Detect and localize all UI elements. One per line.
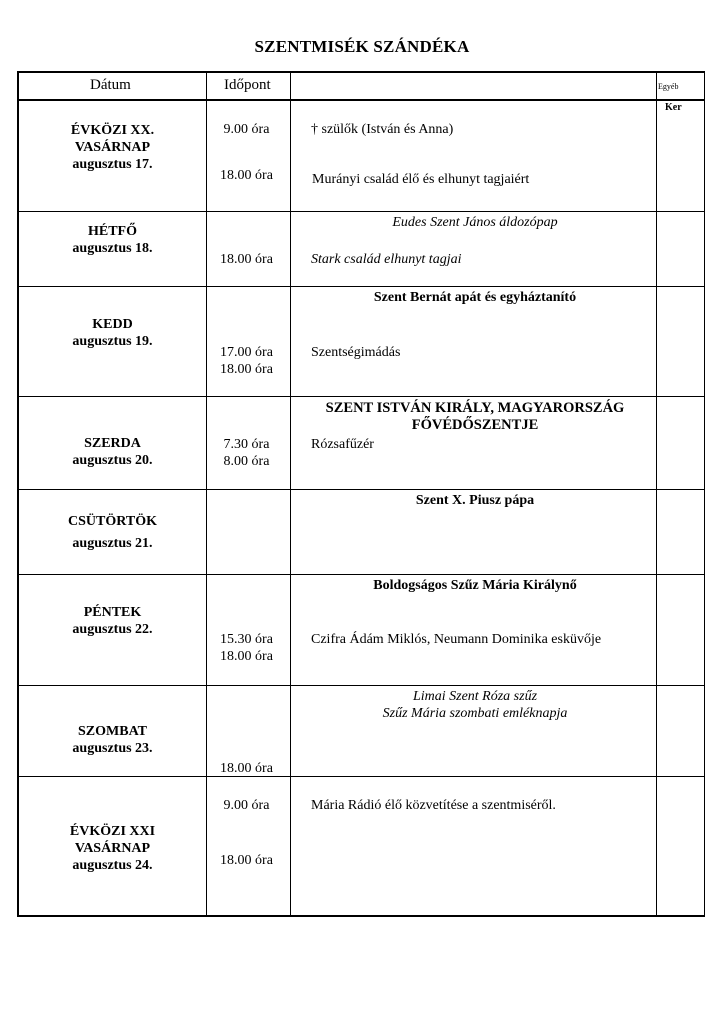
day-cell xyxy=(19,316,206,350)
day-name: KEDD xyxy=(92,317,133,332)
table-row xyxy=(19,287,704,397)
day-name: ÉVKÖZI XXI xyxy=(69,824,156,839)
day-name: SZOMBAT xyxy=(78,724,147,739)
day-cell xyxy=(19,223,206,257)
day-name: CSÜTÖRTÖK xyxy=(68,514,157,529)
day-date: augusztus 24. xyxy=(72,858,153,873)
intention-text: Murányi család élő és elhunyt tagjaiért xyxy=(312,172,530,187)
day-name: PÉNTEK xyxy=(83,605,142,620)
day-name: VASÁRNAP xyxy=(74,140,151,155)
time-cell: 9.00 óra xyxy=(223,122,270,137)
feast-line: FŐVÉDŐSZENTJE xyxy=(411,417,539,433)
feast-title: Szent Bernát apát és egyháztanító xyxy=(373,290,577,305)
feast-line: Szűz Mária szombati emléknapja xyxy=(382,706,568,721)
table-row xyxy=(19,575,704,686)
time-cell: 18.00 óra xyxy=(220,168,273,183)
day-name: ÉVKÖZI XX. xyxy=(70,123,155,138)
table-row xyxy=(19,397,704,490)
day-cell xyxy=(19,122,206,173)
table-row xyxy=(19,101,704,212)
intention-text: Czifra Ádám Miklós, Neumann Dominika esküvője xyxy=(311,632,602,647)
feast-title: Boldogságos Szűz Mária Királynő xyxy=(373,578,577,593)
time-cell: 18.00 óra xyxy=(220,649,273,664)
day-date: augusztus 17. xyxy=(72,157,153,172)
day-cell xyxy=(19,435,206,469)
table-row xyxy=(19,686,704,777)
feast-line: Limai Szent Róza szűz xyxy=(412,689,538,704)
header-date: Dátum xyxy=(90,77,131,93)
intention-text: Szentségimádás xyxy=(311,345,401,360)
time-cell: 7.30 óra xyxy=(223,437,270,452)
day-name: VASÁRNAP xyxy=(74,841,151,856)
day-date: augusztus 19. xyxy=(72,334,153,349)
day-date: augusztus 18. xyxy=(72,241,153,256)
intention-text: † szülők (István és Anna) xyxy=(311,122,454,137)
feast-line: SZENT ISTVÁN KIRÁLY, MAGYARORSZÁG xyxy=(325,400,625,416)
time-cell: 18.00 óra xyxy=(220,853,273,868)
time-cell: 15.30 óra xyxy=(220,632,273,647)
feast-title xyxy=(294,400,656,434)
day-cell xyxy=(19,723,206,757)
day-cell xyxy=(19,511,206,555)
feast-title: Eudes Szent János áldozópap xyxy=(392,215,558,230)
intention-text: Rózsafűzér xyxy=(311,437,374,452)
feast-title xyxy=(294,688,656,722)
day-name: SZERDA xyxy=(84,436,141,451)
day-cell xyxy=(19,604,206,638)
time-cell: 17.00 óra xyxy=(220,345,273,360)
intention-text: Stark család elhunyt tagjai xyxy=(311,252,462,267)
time-cell: 18.00 óra xyxy=(220,362,273,377)
header-ker: Ker xyxy=(665,102,682,113)
time-cell: 9.00 óra xyxy=(223,798,270,813)
table-row xyxy=(19,777,704,917)
time-cell: 18.00 óra xyxy=(220,252,273,267)
header-other: Egyéb xyxy=(658,82,679,91)
time-cell: 8.00 óra xyxy=(223,454,270,469)
day-date: augusztus 22. xyxy=(72,622,153,637)
day-date: augusztus 21. xyxy=(72,536,153,551)
table-header xyxy=(19,73,704,101)
header-time: Időpont xyxy=(224,77,271,93)
schedule-table xyxy=(17,71,705,917)
page-title: SZENTMISÉK SZÁNDÉKA xyxy=(254,37,470,56)
table-row xyxy=(19,212,704,287)
table-row xyxy=(19,490,704,575)
day-date: augusztus 20. xyxy=(72,453,153,468)
day-name: HÉTFŐ xyxy=(87,224,137,239)
day-cell xyxy=(19,823,206,874)
intention-text: Mária Rádió élő közvetítése a szentmiséről. xyxy=(311,798,556,813)
time-cell: 18.00 óra xyxy=(220,761,273,776)
feast-title: Szent X. Piusz pápa xyxy=(415,493,535,508)
day-date: augusztus 23. xyxy=(72,741,153,756)
